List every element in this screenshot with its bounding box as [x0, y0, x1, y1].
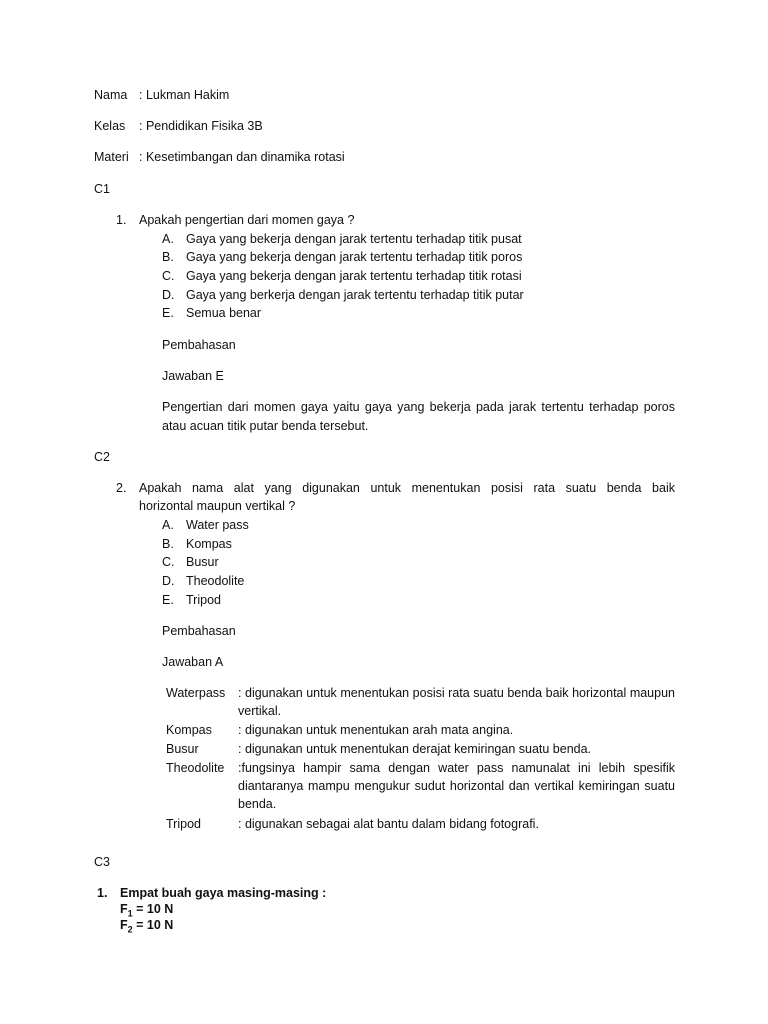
- kelas-value: : Pendidikan Fisika 3B: [139, 119, 263, 133]
- option-text: Theodolite: [186, 574, 245, 588]
- nama-label: Nama: [94, 88, 128, 102]
- pembahasan-label: Pembahasan: [162, 338, 236, 352]
- option-letter: C.: [162, 555, 175, 569]
- force-f2: [120, 916, 173, 934]
- option-text: Kompas: [186, 537, 232, 551]
- question-text: Apakah pengertian dari momen gaya ?: [139, 213, 355, 227]
- force-value: = 10 N: [132, 902, 174, 916]
- option-text: Busur: [186, 555, 219, 569]
- option-text: Gaya yang bekerja dengan jarak tertentu terhadap titik pusat: [186, 232, 522, 246]
- force-symbol: F: [120, 918, 128, 932]
- definition-desc: : digunakan sebagai alat bantu dalam bidang fotografi.: [238, 817, 539, 831]
- explanation-line: atau acuan titik putar benda tersebut.: [162, 419, 369, 433]
- option-letter: A.: [162, 518, 174, 532]
- force-symbol: F: [120, 902, 128, 916]
- jawaban-label: Jawaban E: [162, 369, 224, 383]
- definition-term: Busur: [166, 742, 199, 756]
- option-letter: D.: [162, 288, 175, 302]
- definition-term: Tripod: [166, 817, 201, 831]
- definition-term: Kompas: [166, 723, 212, 737]
- question-number: 1.: [116, 213, 127, 227]
- option-letter: D.: [162, 574, 175, 588]
- nama-value: : Lukman Hakim: [139, 88, 230, 102]
- section-c2-heading: C2: [94, 450, 110, 464]
- question-number: 2.: [116, 481, 127, 495]
- jawaban-label: Jawaban A: [162, 655, 224, 669]
- option-letter: E.: [162, 593, 174, 607]
- materi-value: : Kesetimbangan dan dinamika rotasi: [139, 150, 345, 164]
- force-subscript: 1: [127, 908, 133, 919]
- kelas-label: Kelas: [94, 119, 126, 133]
- definition-desc: : digunakan untuk menentukan posisi rata suatu benda baik horizontal maupun vertikal.: [238, 686, 675, 718]
- force-value: = 10 N: [132, 918, 174, 932]
- pembahasan-label: Pembahasan: [162, 624, 236, 638]
- option-letter: B.: [162, 537, 174, 551]
- section-c3-heading: C3: [94, 855, 110, 869]
- option-text: Gaya yang bekerja dengan jarak tertentu terhadap titik rotasi: [186, 269, 522, 283]
- option-letter: B.: [162, 250, 174, 264]
- definition-desc: :fungsinya hampir sama dengan water pass namunalat ini lebih spesifik diantaranya mampu mengukur sudut horizontal dan vertikal kemiringan suatu benda.: [238, 761, 675, 811]
- option-text: Water pass: [186, 518, 249, 532]
- option-letter: E.: [162, 306, 174, 320]
- explanation-line: Pengertian dari momen gaya yaitu gaya yang bekerja pada jarak tertentu terhadap poros: [162, 400, 675, 414]
- definition-term: Waterpass: [166, 686, 226, 700]
- force-subscript: 2: [127, 924, 133, 935]
- materi-label: Materi: [94, 150, 129, 164]
- question-text: Apakah nama alat yang digunakan untuk menentukan posisi rata suatu benda baik: [139, 481, 675, 495]
- option-text: Gaya yang bekerja dengan jarak tertentu terhadap titik poros: [186, 250, 523, 264]
- option-text: Gaya yang berkerja dengan jarak tertentu terhadap titik putar: [186, 288, 524, 302]
- question-text: Empat buah gaya masing-masing :: [120, 886, 327, 900]
- definition-desc: : digunakan untuk menentukan arah mata angina.: [238, 723, 514, 737]
- option-letter: C.: [162, 269, 175, 283]
- definition-desc: : digunakan untuk menentukan derajat kemiringan suatu benda.: [238, 742, 592, 756]
- option-letter: A.: [162, 232, 174, 246]
- option-text: Semua benar: [186, 306, 262, 320]
- section-c1-heading: C1: [94, 182, 110, 196]
- question-text-continued: horizontal maupun vertikal ?: [139, 499, 296, 513]
- definition-term: Theodolite: [166, 761, 225, 775]
- option-text: Tripod: [186, 593, 221, 607]
- question-number: 1.: [97, 886, 108, 900]
